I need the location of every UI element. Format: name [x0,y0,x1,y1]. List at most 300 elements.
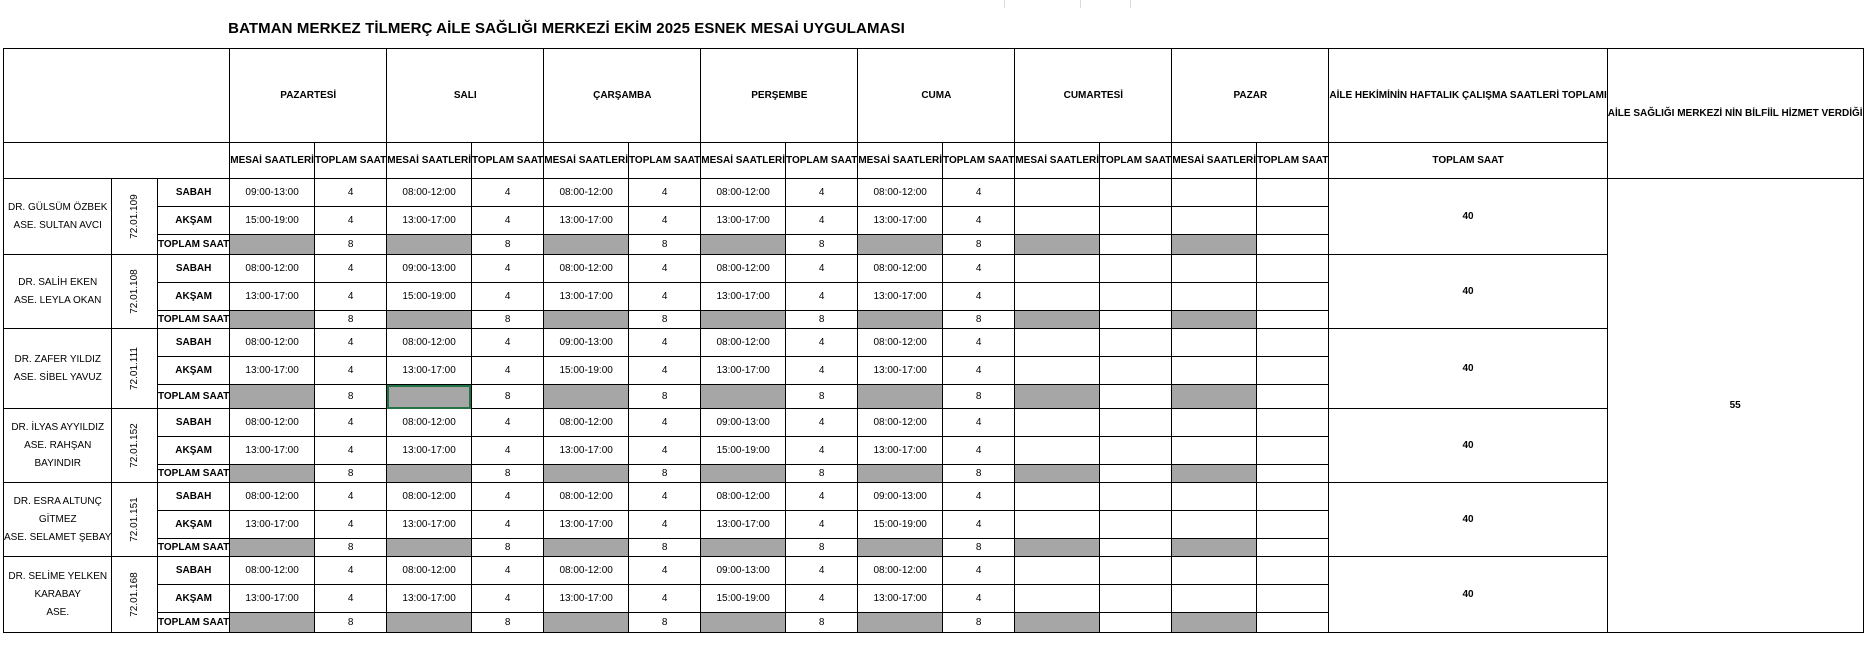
sabah-time[interactable]: 08:00-12:00 [858,179,943,207]
empty-cell[interactable] [1172,557,1257,585]
day-total[interactable]: 8 [786,613,858,633]
aksam-hours[interactable]: 4 [786,357,858,385]
empty-cell[interactable] [1100,511,1172,539]
empty-cell[interactable] [1100,557,1172,585]
gray-cell[interactable] [701,539,786,557]
sabah-time[interactable]: 08:00-12:00 [230,483,315,511]
aksam-hours[interactable]: 4 [314,283,386,311]
sabah-time[interactable]: 09:00-13:00 [701,409,786,437]
aksam-time[interactable]: 13:00-17:00 [230,357,315,385]
empty-cell[interactable] [1100,409,1172,437]
gray-cell[interactable] [1015,465,1100,483]
empty-cell[interactable] [1172,585,1257,613]
toplam-saat-header[interactable]: TOPLAM SAAT [471,143,543,179]
empty-cell[interactable] [1100,329,1172,357]
sabah-time[interactable]: 08:00-12:00 [858,255,943,283]
day-total[interactable]: 8 [943,539,1015,557]
shift-label-sabah[interactable]: SABAH [157,179,229,207]
shift-label-aksam[interactable]: AKŞAM [157,585,229,613]
aksam-hours[interactable]: 4 [943,511,1015,539]
sabah-time[interactable]: 09:00-13:00 [701,557,786,585]
empty-cell[interactable] [1100,207,1172,235]
shift-label-sabah[interactable]: SABAH [157,483,229,511]
empty-cell[interactable] [1015,283,1100,311]
empty-cell[interactable] [1172,283,1257,311]
aksam-time[interactable]: 15:00-19:00 [858,511,943,539]
empty-cell[interactable] [1172,255,1257,283]
gray-cell[interactable] [858,613,943,633]
gray-cell[interactable] [701,465,786,483]
team-code[interactable] [112,483,158,557]
sabah-hours[interactable]: 4 [786,409,858,437]
toplam-saat-header[interactable]: TOPLAM SAAT [1100,143,1172,179]
empty-cell[interactable] [1257,357,1329,385]
shift-label-total[interactable]: TOPLAM SAAT [157,613,229,633]
shift-label-aksam[interactable]: AKŞAM [157,511,229,539]
gray-cell[interactable] [1172,385,1257,409]
empty-cell[interactable] [1015,585,1100,613]
sabah-time[interactable]: 08:00-12:00 [544,483,629,511]
sabah-hours[interactable]: 4 [314,329,386,357]
day-total[interactable]: 8 [786,539,858,557]
team-names[interactable] [4,483,112,557]
gray-cell[interactable] [230,311,315,329]
gray-cell[interactable] [1015,235,1100,255]
sabah-hours[interactable]: 4 [314,557,386,585]
day-total[interactable]: 8 [786,465,858,483]
day-header[interactable]: SALI [387,49,544,143]
empty-cell[interactable] [1257,311,1329,329]
sabah-time[interactable]: 08:00-12:00 [230,557,315,585]
aksam-time[interactable]: 15:00-19:00 [701,437,786,465]
gray-cell[interactable] [544,235,629,255]
day-total[interactable]: 8 [471,235,543,255]
gray-cell[interactable] [544,539,629,557]
sabah-time[interactable]: 08:00-12:00 [387,179,472,207]
empty-cell[interactable] [1172,483,1257,511]
aksam-time[interactable]: 13:00-17:00 [544,283,629,311]
gray-cell[interactable] [858,465,943,483]
toplam-saat-header[interactable]: TOPLAM SAAT [943,143,1015,179]
empty-cell[interactable] [1172,329,1257,357]
sabah-time[interactable]: 08:00-12:00 [230,409,315,437]
sabah-hours[interactable]: 4 [943,557,1015,585]
sabah-time[interactable]: 08:00-12:00 [858,557,943,585]
gray-cell[interactable] [701,613,786,633]
sabah-time[interactable]: 08:00-12:00 [701,255,786,283]
toplam-saat-header[interactable]: TOPLAM SAAT [629,143,701,179]
aksam-hours[interactable]: 4 [314,207,386,235]
empty-cell[interactable] [1100,255,1172,283]
aksam-time[interactable]: 13:00-17:00 [858,585,943,613]
day-total[interactable]: 8 [786,235,858,255]
day-header[interactable]: PAZAR [1172,49,1329,143]
team-names[interactable] [4,255,112,329]
service-total[interactable]: 55 [1607,179,1863,633]
day-total[interactable]: 8 [629,539,701,557]
sabah-time[interactable]: 08:00-12:00 [701,179,786,207]
day-total[interactable]: 8 [314,235,386,255]
mesai-saatleri-header[interactable]: MESAİ SAATLERİ [858,143,943,179]
empty-cell[interactable] [1100,311,1172,329]
day-total[interactable]: 8 [629,311,701,329]
empty-cell[interactable] [1172,437,1257,465]
day-header[interactable]: CUMA [858,49,1015,143]
empty-cell[interactable] [1015,511,1100,539]
day-total[interactable]: 8 [471,465,543,483]
sabah-time[interactable]: 08:00-12:00 [701,483,786,511]
empty-cell[interactable] [1100,235,1172,255]
team-names[interactable] [4,557,112,633]
empty-cell[interactable] [1257,329,1329,357]
empty-cell[interactable] [1015,409,1100,437]
sabah-hours[interactable]: 4 [314,483,386,511]
shift-label-total[interactable]: TOPLAM SAAT [157,311,229,329]
sabah-time[interactable]: 08:00-12:00 [858,409,943,437]
aksam-time[interactable]: 13:00-17:00 [544,585,629,613]
empty-cell[interactable] [1257,539,1329,557]
gray-cell[interactable] [544,311,629,329]
sabah-hours[interactable]: 4 [471,409,543,437]
sabah-time[interactable]: 09:00-13:00 [230,179,315,207]
toplam-saat-header[interactable]: TOPLAM SAAT [786,143,858,179]
day-total[interactable]: 8 [629,465,701,483]
gray-cell[interactable] [1015,539,1100,557]
aksam-hours[interactable]: 4 [943,437,1015,465]
sabah-hours[interactable]: 4 [943,409,1015,437]
sabah-hours[interactable]: 4 [943,179,1015,207]
team-names[interactable] [4,409,112,483]
gray-cell[interactable] [858,311,943,329]
gray-cell[interactable] [387,613,472,633]
day-total[interactable]: 8 [314,613,386,633]
aksam-hours[interactable]: 4 [629,585,701,613]
aksam-hours[interactable]: 4 [629,283,701,311]
day-total[interactable]: 8 [314,465,386,483]
weekly-total[interactable]: 40 [1329,179,1607,255]
aksam-hours[interactable]: 4 [786,283,858,311]
aksam-time[interactable]: 13:00-17:00 [230,585,315,613]
service-header[interactable]: AİLE SAĞLIĞI MERKEZİ NİN BİLFİİL HİZMET VERDİĞİ [1607,49,1863,179]
aksam-time[interactable]: 13:00-17:00 [544,437,629,465]
team-code[interactable] [112,255,158,329]
toplam-saat-header[interactable]: TOPLAM SAAT [314,143,386,179]
sabah-hours[interactable]: 4 [629,329,701,357]
aksam-hours[interactable]: 4 [471,283,543,311]
empty-cell[interactable] [1015,357,1100,385]
sabah-hours[interactable]: 4 [471,179,543,207]
aksam-time[interactable]: 13:00-17:00 [387,357,472,385]
empty-cell[interactable] [1100,385,1172,409]
empty-cell[interactable] [1257,385,1329,409]
empty-cell[interactable] [1257,585,1329,613]
day-total[interactable]: 8 [314,311,386,329]
aksam-hours[interactable]: 4 [314,357,386,385]
aksam-time[interactable]: 13:00-17:00 [701,207,786,235]
aksam-time[interactable]: 15:00-19:00 [701,585,786,613]
empty-cell[interactable] [1100,179,1172,207]
empty-cell[interactable] [1172,357,1257,385]
gray-cell[interactable] [858,539,943,557]
subheader-empty-cell[interactable] [4,143,230,179]
aksam-time[interactable]: 13:00-17:00 [858,207,943,235]
toplam-saat-header[interactable]: TOPLAM SAAT [1257,143,1329,179]
empty-cell[interactable] [1015,207,1100,235]
day-total[interactable]: 8 [471,613,543,633]
aksam-time[interactable]: 13:00-17:00 [544,207,629,235]
shift-label-total[interactable]: TOPLAM SAAT [157,385,229,409]
mesai-saatleri-header[interactable]: MESAİ SAATLERİ [1015,143,1100,179]
gray-cell[interactable] [858,385,943,409]
empty-cell[interactable] [1257,179,1329,207]
sabah-hours[interactable]: 4 [629,179,701,207]
gray-cell[interactable] [387,539,472,557]
empty-cell[interactable] [1100,585,1172,613]
aksam-hours[interactable]: 4 [471,207,543,235]
aksam-hours[interactable]: 4 [786,437,858,465]
sabah-hours[interactable]: 4 [629,255,701,283]
gray-cell[interactable] [1015,613,1100,633]
aksam-time[interactable]: 13:00-17:00 [230,511,315,539]
gray-cell[interactable] [1015,311,1100,329]
day-total[interactable]: 8 [786,311,858,329]
aksam-hours[interactable]: 4 [314,511,386,539]
empty-cell[interactable] [1172,179,1257,207]
gray-cell[interactable] [544,613,629,633]
aksam-time[interactable]: 13:00-17:00 [858,437,943,465]
aksam-time[interactable]: 13:00-17:00 [701,283,786,311]
gray-cell[interactable] [230,465,315,483]
sabah-time[interactable]: 08:00-12:00 [387,483,472,511]
sabah-hours[interactable]: 4 [943,255,1015,283]
weekly-total[interactable]: 40 [1329,329,1607,409]
sabah-hours[interactable]: 4 [629,409,701,437]
gray-cell[interactable] [858,235,943,255]
shift-label-sabah[interactable]: SABAH [157,557,229,585]
empty-cell[interactable] [1015,557,1100,585]
sabah-hours[interactable]: 4 [314,255,386,283]
empty-cell[interactable] [1015,179,1100,207]
empty-cell[interactable] [1100,283,1172,311]
team-code[interactable] [112,329,158,409]
mesai-saatleri-header[interactable]: MESAİ SAATLERİ [701,143,786,179]
shift-label-sabah[interactable]: SABAH [157,329,229,357]
weekly-total-subheader[interactable]: TOPLAM SAAT [1329,143,1607,179]
weekly-total[interactable]: 40 [1329,255,1607,329]
day-total[interactable]: 8 [943,311,1015,329]
gray-cell[interactable] [544,465,629,483]
sabah-hours[interactable]: 4 [629,483,701,511]
mesai-saatleri-header[interactable]: MESAİ SAATLERİ [230,143,315,179]
empty-cell[interactable] [1257,283,1329,311]
sabah-hours[interactable]: 4 [471,255,543,283]
sabah-hours[interactable]: 4 [786,329,858,357]
day-total[interactable]: 8 [943,235,1015,255]
shift-label-total[interactable]: TOPLAM SAAT [157,539,229,557]
aksam-time[interactable]: 15:00-19:00 [387,283,472,311]
sabah-time[interactable]: 08:00-12:00 [387,329,472,357]
sabah-hours[interactable]: 4 [943,329,1015,357]
sabah-time[interactable]: 08:00-12:00 [544,179,629,207]
aksam-hours[interactable]: 4 [786,511,858,539]
sabah-hours[interactable]: 4 [943,483,1015,511]
gray-cell[interactable] [1172,613,1257,633]
aksam-hours[interactable]: 4 [471,357,543,385]
sabah-time[interactable]: 08:00-12:00 [701,329,786,357]
aksam-hours[interactable]: 4 [786,585,858,613]
empty-cell[interactable] [1257,483,1329,511]
team-names[interactable] [4,179,112,255]
gray-cell[interactable] [1172,235,1257,255]
weekly-total[interactable]: 40 [1329,409,1607,483]
aksam-hours[interactable]: 4 [314,585,386,613]
day-total[interactable]: 8 [943,613,1015,633]
gray-cell[interactable] [1172,539,1257,557]
aksam-time[interactable]: 13:00-17:00 [230,283,315,311]
sabah-time[interactable]: 08:00-12:00 [858,329,943,357]
aksam-hours[interactable]: 4 [786,207,858,235]
empty-cell[interactable] [1015,329,1100,357]
gray-cell[interactable] [230,613,315,633]
mesai-saatleri-header[interactable]: MESAİ SAATLERİ [1172,143,1257,179]
mesai-saatleri-header[interactable]: MESAİ SAATLERİ [544,143,629,179]
team-code[interactable] [112,409,158,483]
team-names[interactable] [4,329,112,409]
gray-cell[interactable] [387,465,472,483]
aksam-time[interactable]: 13:00-17:00 [544,511,629,539]
mesai-saatleri-header[interactable]: MESAİ SAATLERİ [387,143,472,179]
gray-cell[interactable] [387,235,472,255]
empty-cell[interactable] [1100,437,1172,465]
gray-cell[interactable] [701,235,786,255]
day-total[interactable]: 8 [471,385,543,409]
aksam-time[interactable]: 13:00-17:00 [230,437,315,465]
aksam-time[interactable]: 13:00-17:00 [387,207,472,235]
gray-cell[interactable] [230,539,315,557]
sabah-time[interactable]: 08:00-12:00 [387,557,472,585]
empty-cell[interactable] [1100,483,1172,511]
day-header[interactable]: ÇARŞAMBA [544,49,701,143]
weekly-total[interactable]: 40 [1329,557,1607,633]
sabah-time[interactable]: 08:00-12:00 [544,255,629,283]
empty-cell[interactable] [1257,613,1329,633]
empty-cell[interactable] [1257,511,1329,539]
aksam-hours[interactable]: 4 [943,357,1015,385]
weekly-total[interactable]: 40 [1329,483,1607,557]
aksam-hours[interactable]: 4 [629,511,701,539]
shift-label-aksam[interactable]: AKŞAM [157,437,229,465]
sabah-time[interactable]: 08:00-12:00 [230,329,315,357]
sabah-hours[interactable]: 4 [471,483,543,511]
day-total[interactable]: 8 [629,235,701,255]
selected-cell[interactable] [387,385,472,409]
aksam-time[interactable]: 13:00-17:00 [387,511,472,539]
empty-cell[interactable] [1257,409,1329,437]
gray-cell[interactable] [544,385,629,409]
day-total[interactable]: 8 [471,539,543,557]
aksam-hours[interactable]: 4 [471,585,543,613]
aksam-hours[interactable]: 4 [943,207,1015,235]
sabah-hours[interactable]: 4 [314,409,386,437]
sabah-hours[interactable]: 4 [786,557,858,585]
empty-cell[interactable] [1257,235,1329,255]
gray-cell[interactable] [1172,465,1257,483]
sabah-hours[interactable]: 4 [629,557,701,585]
sabah-hours[interactable]: 4 [471,557,543,585]
gray-cell[interactable] [387,311,472,329]
sabah-hours[interactable]: 4 [786,255,858,283]
aksam-hours[interactable]: 4 [314,437,386,465]
aksam-time[interactable]: 15:00-19:00 [544,357,629,385]
empty-cell[interactable] [1172,207,1257,235]
empty-cell[interactable] [1015,255,1100,283]
gray-cell[interactable] [230,235,315,255]
sabah-time[interactable]: 08:00-12:00 [387,409,472,437]
empty-cell[interactable] [1257,437,1329,465]
aksam-time[interactable]: 13:00-17:00 [701,357,786,385]
sabah-time[interactable]: 09:00-13:00 [858,483,943,511]
aksam-hours[interactable]: 4 [471,437,543,465]
empty-cell[interactable] [1172,409,1257,437]
aksam-hours[interactable]: 4 [943,283,1015,311]
day-total[interactable]: 8 [629,385,701,409]
aksam-time[interactable]: 15:00-19:00 [230,207,315,235]
empty-cell[interactable] [1257,255,1329,283]
day-total[interactable]: 8 [943,385,1015,409]
sabah-time[interactable]: 08:00-12:00 [544,409,629,437]
aksam-time[interactable]: 13:00-17:00 [387,437,472,465]
shift-label-sabah[interactable]: SABAH [157,255,229,283]
empty-cell[interactable] [1257,465,1329,483]
gray-cell[interactable] [701,385,786,409]
gray-cell[interactable] [701,311,786,329]
day-header[interactable]: PERŞEMBE [701,49,858,143]
empty-cell[interactable] [1257,207,1329,235]
shift-label-aksam[interactable]: AKŞAM [157,357,229,385]
shift-label-total[interactable]: TOPLAM SAAT [157,465,229,483]
empty-cell[interactable] [1100,357,1172,385]
empty-cell[interactable] [1257,557,1329,585]
aksam-time[interactable]: 13:00-17:00 [701,511,786,539]
aksam-time[interactable]: 13:00-17:00 [858,283,943,311]
day-total[interactable]: 8 [786,385,858,409]
aksam-hours[interactable]: 4 [471,511,543,539]
day-total[interactable]: 8 [629,613,701,633]
aksam-hours[interactable]: 4 [943,585,1015,613]
day-header[interactable]: CUMARTESİ [1015,49,1172,143]
sabah-hours[interactable]: 4 [786,179,858,207]
empty-cell[interactable] [1100,613,1172,633]
aksam-time[interactable]: 13:00-17:00 [387,585,472,613]
sabah-hours[interactable]: 4 [471,329,543,357]
sabah-hours[interactable]: 4 [786,483,858,511]
shift-label-aksam[interactable]: AKŞAM [157,207,229,235]
day-total[interactable]: 8 [943,465,1015,483]
header-empty-cell[interactable] [4,49,230,143]
sabah-time[interactable]: 08:00-12:00 [544,557,629,585]
sabah-time[interactable]: 09:00-13:00 [544,329,629,357]
team-code[interactable] [112,557,158,633]
day-total[interactable]: 8 [314,385,386,409]
aksam-hours[interactable]: 4 [629,207,701,235]
empty-cell[interactable] [1100,539,1172,557]
day-total[interactable]: 8 [314,539,386,557]
gray-cell[interactable] [1015,385,1100,409]
day-header[interactable]: PAZARTESİ [230,49,387,143]
empty-cell[interactable] [1015,483,1100,511]
shift-label-aksam[interactable]: AKŞAM [157,283,229,311]
day-total[interactable]: 8 [471,311,543,329]
